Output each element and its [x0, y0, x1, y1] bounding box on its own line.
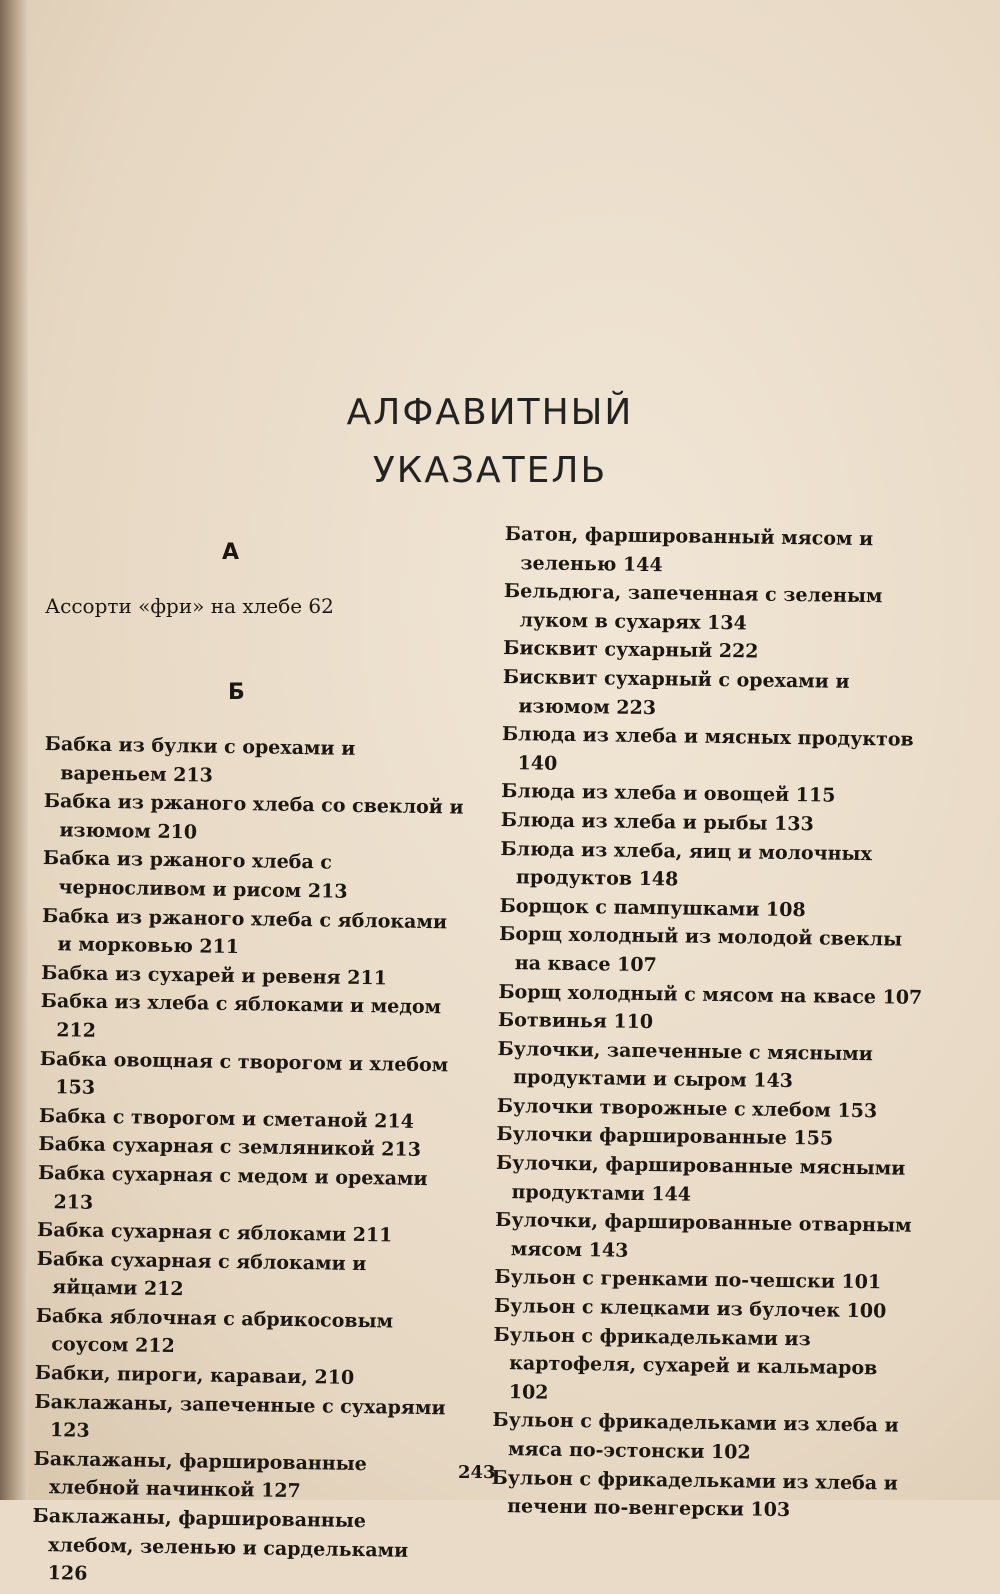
index-entry: Бельдюга, запеченная с зеленым луком в сухарях 134 [503, 580, 883, 635]
index-entry: Бабка из хлеба с яблоками и медом 212 [40, 990, 442, 1042]
index-entry: Бисквит сухарный 222 [503, 637, 759, 663]
index-entry: Бабка из сухарей и ревеня 211 [41, 961, 388, 990]
index-entry: Баклажаны, фаршированные хлебной начинкой 127 [33, 1447, 368, 1503]
index-entry: Бабка с творогом и сметаной 214 [38, 1104, 415, 1133]
index-entry: Бабка сухарная с яблоками и яйцами 212 [36, 1247, 367, 1301]
index-entry: Бабка сухарная с яблоками 211 [36, 1219, 393, 1247]
index-entry: Бульон с фрикадельками из хлеба и печени по-венгерски 103 [491, 1466, 898, 1522]
index-column-left [32, 730, 465, 1594]
index-entry: Бульон с фрикадельками из картофеля, сухарей и кальмаров 102 [493, 1323, 878, 1404]
index-entry: Булочки, запеченные с мясными продуктами и сыром 143 [497, 1037, 873, 1093]
page-number: 243 [458, 1462, 496, 1483]
index-entry: Бульон с гренками по-чешски 101 [494, 1266, 882, 1294]
index-entry: Булочки, фаршированные отварным мясом 143 [495, 1209, 912, 1262]
index-entry: Блюда из хлеба и мясных продуктов 140 [501, 723, 914, 775]
index-entry: Булочки творожные с хлебом 153 [496, 1094, 878, 1123]
index-entry: Бабка сухарная с медом и орехами 213 [37, 1161, 428, 1214]
index-entry: Блюда из хлеба и овощей 115 [501, 780, 836, 807]
index-entry: Ботвинья 110 [497, 1009, 654, 1034]
index-entry: Бабка из ржаного хлеба с черносливом и рисом 213 [42, 847, 348, 903]
section-letter-b: Б [228, 680, 245, 705]
index-entry: Бульон с фрикадельками из хлеба и мяса по-эстонски 102 [492, 1409, 899, 1464]
index-entry: Борщок с пампушками 108 [499, 894, 806, 921]
index-entry: Булочки, фаршированные мясными продуктами 144 [495, 1152, 906, 1206]
index-entry: Бабка овощная с творогом и хлебом 153 [39, 1047, 449, 1099]
section-letter-a: А [222, 540, 240, 565]
index-column-right [491, 520, 935, 1527]
index-entry: Бабка из ржаного хлеба с яблоками и морковью 211 [41, 904, 448, 959]
index-entry: Бабка яблочная с абрикосовым соусом 212 [35, 1304, 394, 1358]
index-entry: Батон, фаршированный мясом и зеленью 144 [504, 522, 874, 576]
index-entry: Бабка из ржаного хлеба со свеклой и изюмом 210 [43, 790, 464, 844]
index-title-line2: УКАЗАТЕЛЬ [372, 450, 608, 491]
index-entry: Блюда из хлеба, яиц и молочных продуктов 148 [500, 837, 873, 891]
index-entry: Бисквит сухарный с орехами и изюмом 223 [502, 665, 850, 719]
index-entry: Бабка из булки с орехами и вареньем 213 [44, 732, 356, 787]
book-spine-shadow [0, 0, 28, 1500]
index-entry: Ассорти «фри» на хлебе 62 [45, 594, 334, 618]
index-entry: Бабка сухарная с земляникой 213 [38, 1133, 422, 1162]
index-entry: Бабки, пироги, караваи, 210 [34, 1361, 355, 1389]
index-entry: Баклажаны, запеченные с сухарями 123 [34, 1390, 446, 1443]
index-title-line1: АЛФАВИТНЫЙ [346, 392, 634, 433]
index-entry: Бульон с клецками из булочек 100 [493, 1294, 887, 1323]
index-entry: Блюда из хлеба и рыбы 133 [500, 808, 814, 836]
index-entry: Борщ холодный с мясом на квасе 107 [498, 980, 923, 1009]
index-entry: Булочки фаршированные 155 [496, 1123, 834, 1151]
index-entry: Борщ холодный из молодой свеклы на квасе 107 [499, 923, 903, 977]
index-entry: Баклажаны, фаршированные хлебом, зеленью и сардельками 126 [32, 1504, 409, 1585]
